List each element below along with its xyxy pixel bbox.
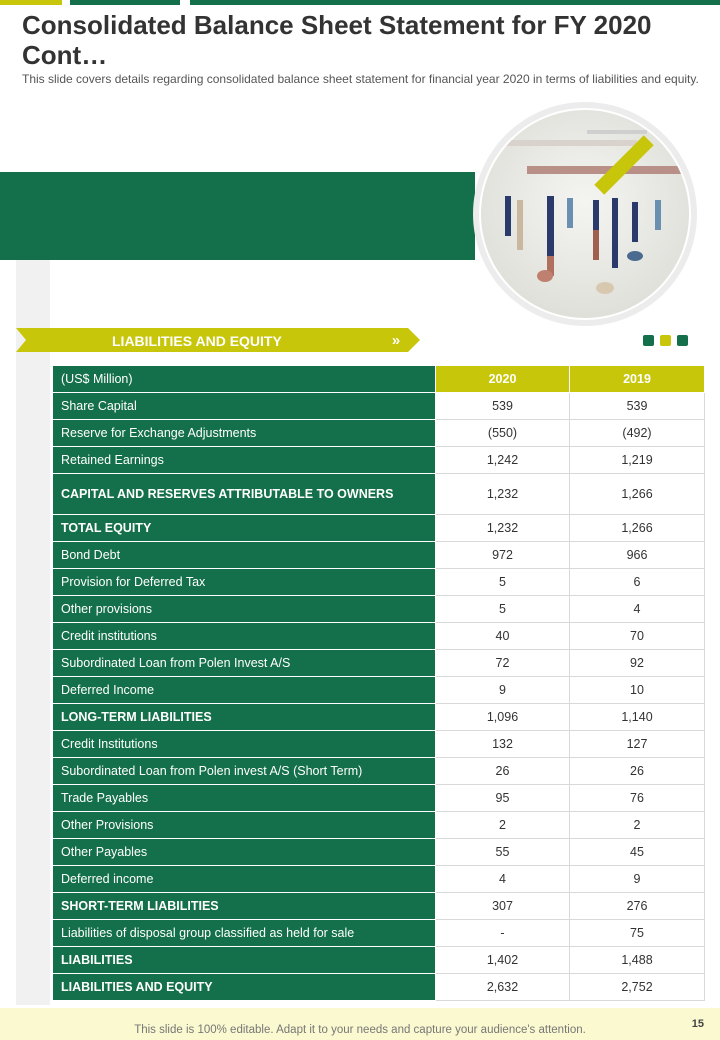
row-label: Share Capital — [53, 393, 436, 420]
value-2019: 1,266 — [570, 515, 705, 542]
table-row — [53, 893, 705, 920]
table-row — [53, 974, 705, 1001]
value-2020: 1,242 — [436, 447, 570, 474]
row-label: Deferred income — [53, 866, 436, 893]
table-row — [53, 542, 705, 569]
value-2020: 1,096 — [436, 704, 570, 731]
dot-green-2 — [677, 335, 688, 346]
value-2019: 26 — [570, 758, 705, 785]
value-2019: 2 — [570, 812, 705, 839]
value-2019: 1,266 — [570, 474, 705, 515]
table-row — [53, 596, 705, 623]
table-row — [53, 704, 705, 731]
table-row — [53, 758, 705, 785]
value-2020: 4 — [436, 866, 570, 893]
value-2020: 9 — [436, 677, 570, 704]
page-number: 15 — [691, 1018, 704, 1030]
value-2020: (550) — [436, 420, 570, 447]
row-label: Provision for Deferred Tax — [53, 569, 436, 596]
row-label: Other Payables — [53, 839, 436, 866]
value-2019: 966 — [570, 542, 705, 569]
decorative-green-band — [0, 172, 475, 260]
value-2020: 1,232 — [436, 515, 570, 542]
top-accent-green-long — [190, 0, 720, 5]
row-label: Credit institutions — [53, 623, 436, 650]
table-row — [53, 420, 705, 447]
row-label: TOTAL EQUITY — [53, 515, 436, 542]
header-unit-label: (US$ Million) — [53, 366, 436, 393]
value-2019: 76 — [570, 785, 705, 812]
table-row — [53, 866, 705, 893]
value-2019: 9 — [570, 866, 705, 893]
dot-green-1 — [643, 335, 654, 346]
row-label: Subordinated Loan from Polen invest A/S (Short Term) — [53, 758, 436, 785]
value-2019: 92 — [570, 650, 705, 677]
liabilities-equity-table — [52, 365, 705, 1001]
section-title: LIABILITIES AND EQUITY — [112, 333, 282, 349]
top-accent-olive — [0, 0, 62, 5]
value-2020: 1,402 — [436, 947, 570, 974]
value-2019: (492) — [570, 420, 705, 447]
row-label: LONG-TERM LIABILITIES — [53, 704, 436, 731]
value-2020: 2,632 — [436, 974, 570, 1001]
table-row — [53, 947, 705, 974]
table-row — [53, 623, 705, 650]
row-label: Other provisions — [53, 596, 436, 623]
table-row — [53, 731, 705, 758]
value-2020: 5 — [436, 596, 570, 623]
table-row — [53, 839, 705, 866]
value-2020: 1,232 — [436, 474, 570, 515]
row-label: Subordinated Loan from Polen Invest A/S — [53, 650, 436, 677]
decorative-grey-strip — [16, 260, 50, 1005]
value-2019: 70 — [570, 623, 705, 650]
row-label: Deferred Income — [53, 677, 436, 704]
value-2019: 1,219 — [570, 447, 705, 474]
table-header-row — [53, 366, 705, 393]
table-row — [53, 920, 705, 947]
value-2020: - — [436, 920, 570, 947]
page-title: Consolidated Balance Sheet Statement for FY 2020 Cont… — [22, 10, 652, 70]
value-2020: 55 — [436, 839, 570, 866]
value-2020: 5 — [436, 569, 570, 596]
chart-photo-image — [467, 100, 703, 328]
row-label: SHORT-TERM LIABILITIES — [53, 893, 436, 920]
value-2020: 26 — [436, 758, 570, 785]
table-row — [53, 569, 705, 596]
table-row — [53, 447, 705, 474]
value-2020: 307 — [436, 893, 570, 920]
value-2020: 40 — [436, 623, 570, 650]
value-2019: 2,752 — [570, 974, 705, 1001]
value-2020: 539 — [436, 393, 570, 420]
row-label: Other Provisions — [53, 812, 436, 839]
value-2020: 132 — [436, 731, 570, 758]
row-label: LIABILITIES — [53, 947, 436, 974]
value-2019: 6 — [570, 569, 705, 596]
row-label: Credit Institutions — [53, 731, 436, 758]
value-2019: 4 — [570, 596, 705, 623]
table-row — [53, 812, 705, 839]
double-chevron-icon: » — [391, 332, 401, 349]
table-row — [53, 393, 705, 420]
row-label: Liabilities of disposal group classified as held for sale — [53, 920, 436, 947]
table-row — [53, 650, 705, 677]
row-label: Trade Payables — [53, 785, 436, 812]
row-label: Reserve for Exchange Adjustments — [53, 420, 436, 447]
value-2020: 2 — [436, 812, 570, 839]
table-row — [53, 677, 705, 704]
value-2020: 72 — [436, 650, 570, 677]
table-row — [53, 515, 705, 542]
value-2019: 1,140 — [570, 704, 705, 731]
row-label: Bond Debt — [53, 542, 436, 569]
value-2019: 75 — [570, 920, 705, 947]
header-year-2020: 2020 — [436, 366, 570, 393]
row-label: Retained Earnings — [53, 447, 436, 474]
value-2019: 127 — [570, 731, 705, 758]
table-row — [53, 474, 705, 515]
top-accent-green-short — [70, 0, 180, 5]
dot-olive — [660, 335, 671, 346]
decorative-dots — [643, 335, 688, 346]
value-2019: 276 — [570, 893, 705, 920]
value-2019: 45 — [570, 839, 705, 866]
header-year-2019: 2019 — [570, 366, 705, 393]
row-label: LIABILITIES AND EQUITY — [53, 974, 436, 1001]
footer-note: This slide is 100% editable. Adapt it to your needs and capture your audience's attention. — [134, 1024, 586, 1036]
value-2020: 972 — [436, 542, 570, 569]
value-2019: 10 — [570, 677, 705, 704]
row-label: CAPITAL AND RESERVES ATTRIBUTABLE TO OWNERS — [53, 474, 436, 515]
page-subtitle: This slide covers details regarding consolidated balance sheet statement for financial year 2020 in terms of liabilities and equity. — [22, 72, 699, 86]
table-row — [53, 785, 705, 812]
value-2020: 95 — [436, 785, 570, 812]
value-2019: 1,488 — [570, 947, 705, 974]
value-2019: 539 — [570, 393, 705, 420]
